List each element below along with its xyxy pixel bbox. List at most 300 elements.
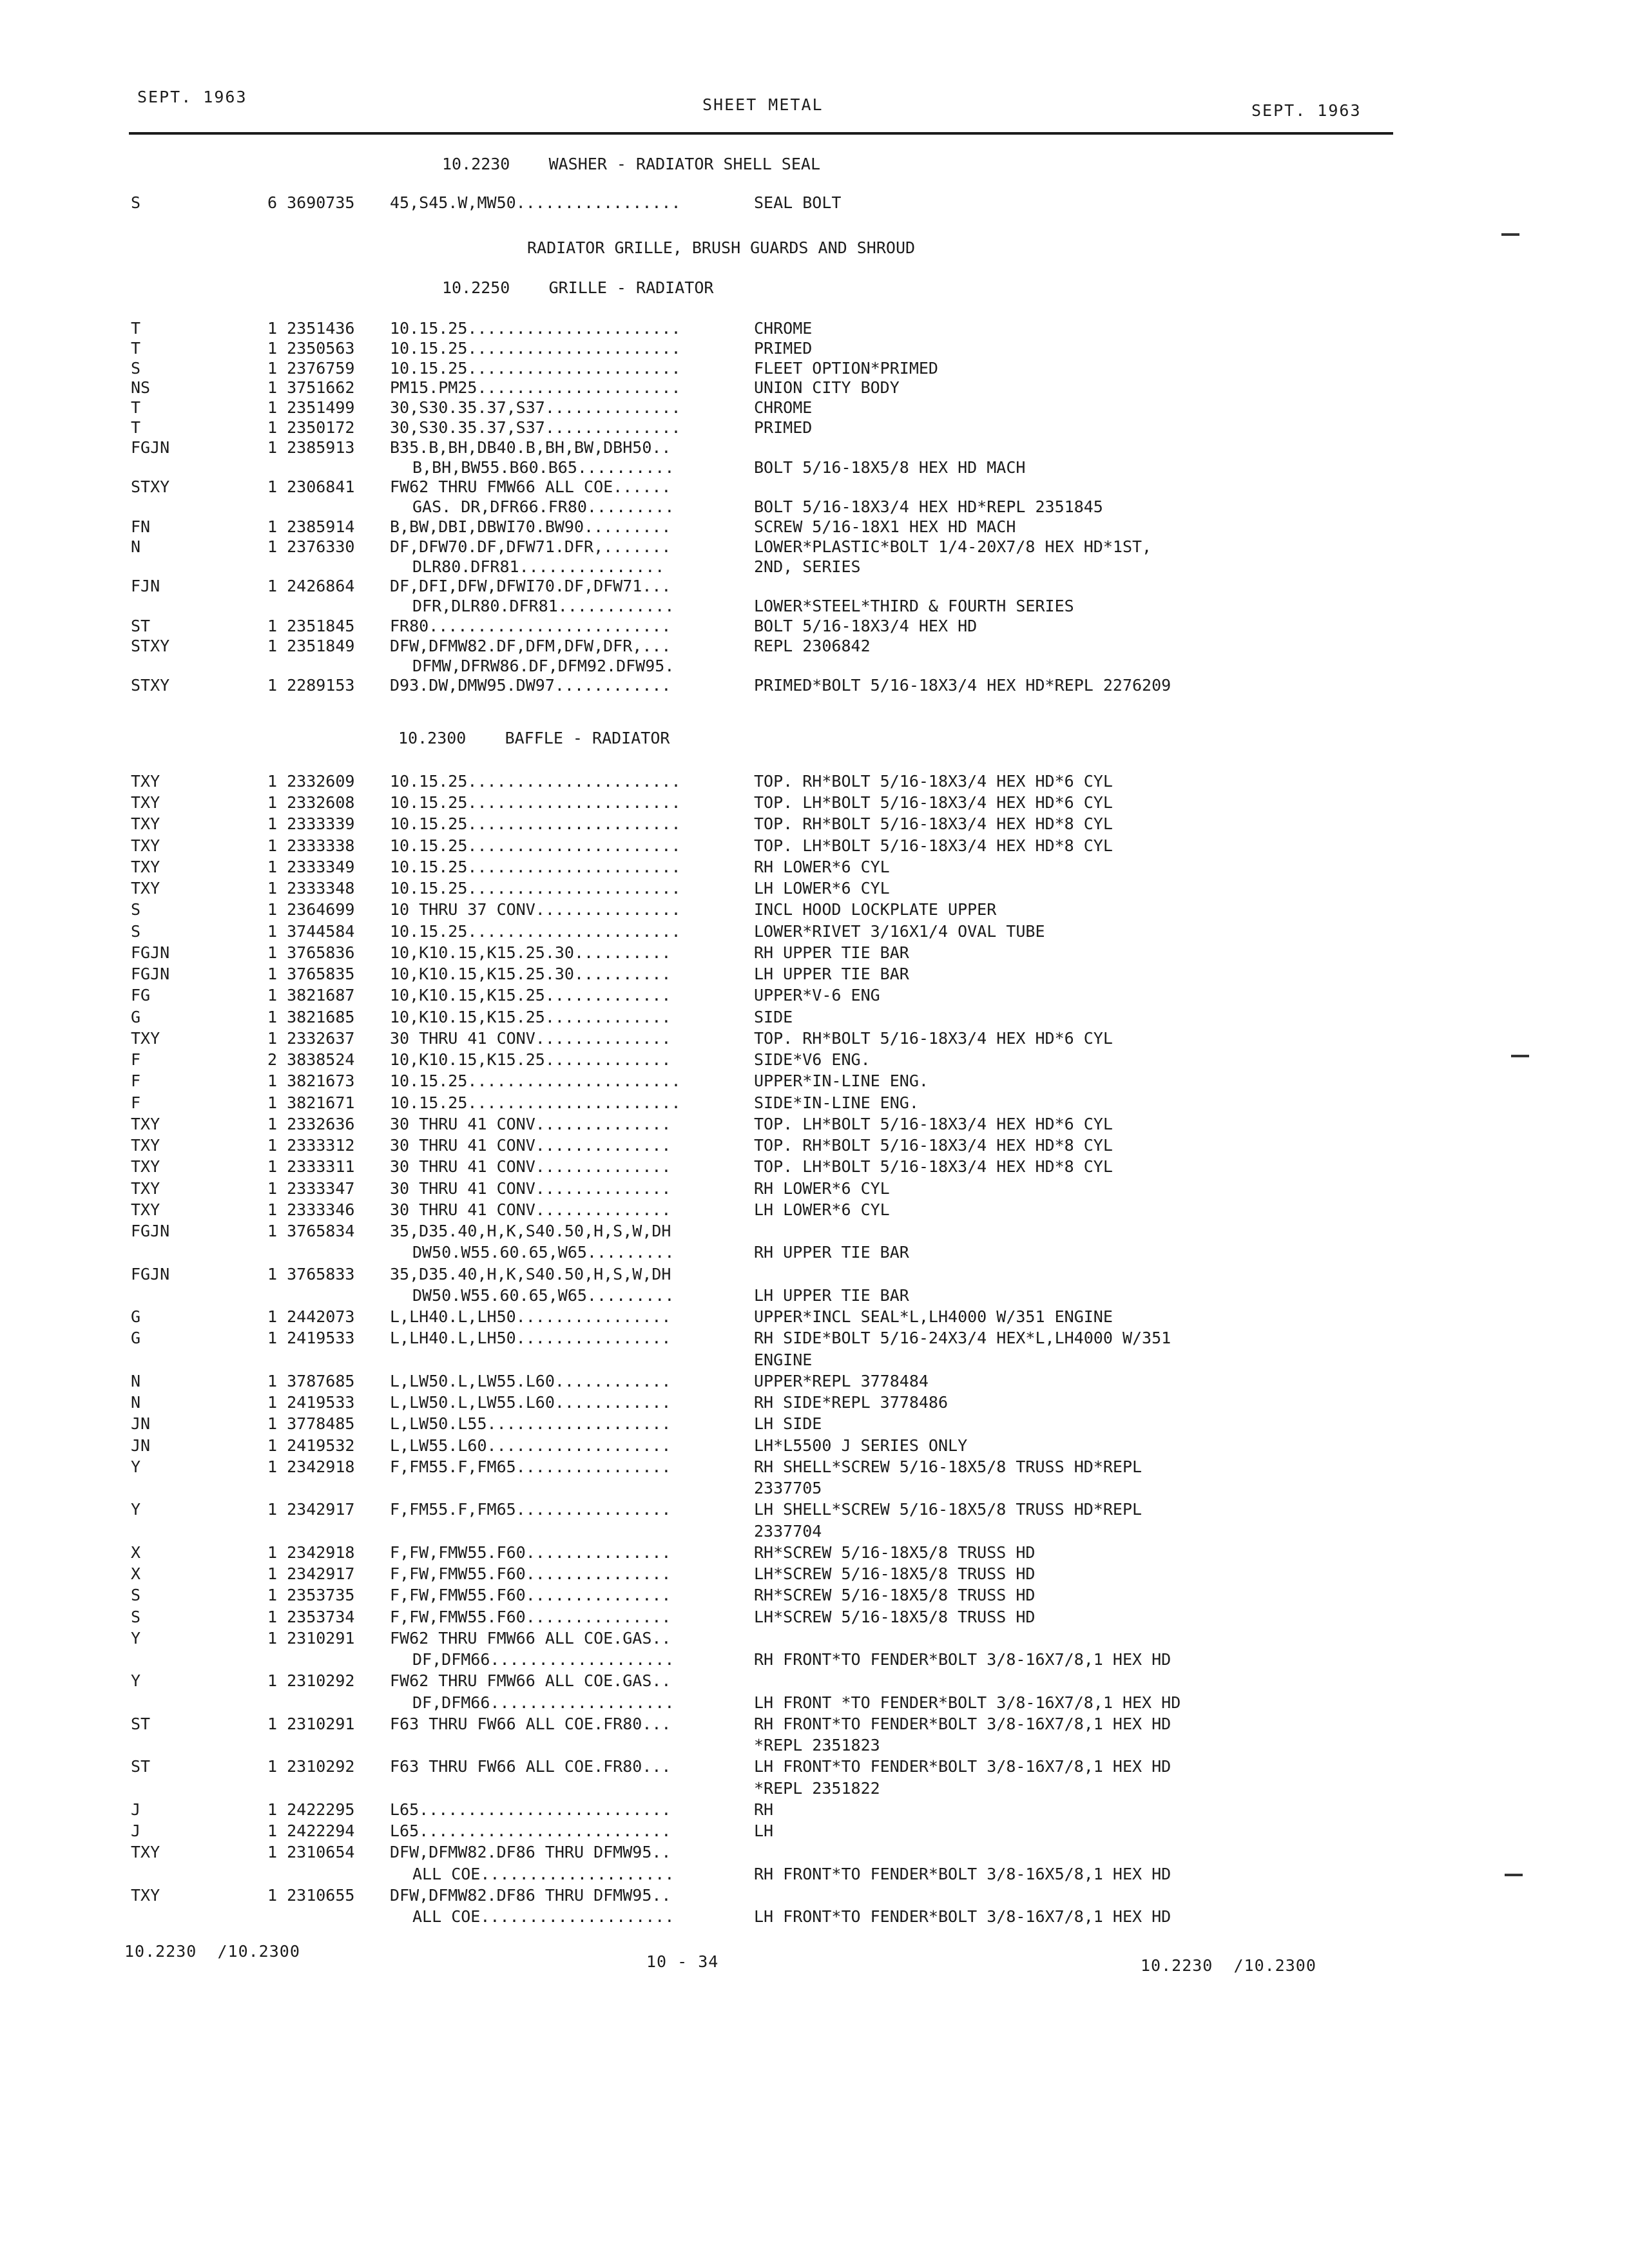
qty-part-number: 1 2419533: [267, 1393, 355, 1412]
part-remarks: LH*SCREW 5/16-18X5/8 TRUSS HD: [754, 1607, 1036, 1626]
table-row: [0, 1608, 1629, 1627]
series-code: F: [131, 1093, 141, 1112]
qty-part-number: 1 2310292: [267, 1671, 355, 1691]
table-row: [0, 1157, 1629, 1177]
part-remarks-continued: 2337704: [754, 1521, 822, 1541]
table-row: [0, 1671, 1629, 1691]
table-row: [0, 319, 1629, 338]
part-remarks: LH FRONT*TO FENDER*BOLT 3/8-16X7/8,1 HEX HD: [754, 1757, 1171, 1776]
table-row: [0, 577, 1629, 596]
table-row: [0, 1479, 1629, 1498]
series-code: TXY: [131, 1178, 160, 1198]
model-application: 10.15.25......................: [390, 879, 681, 898]
table-row: [0, 793, 1629, 812]
table-row: [0, 1564, 1629, 1584]
part-remarks-continued: *REPL 2351823: [754, 1736, 880, 1755]
series-code: FGJN: [131, 965, 170, 984]
header-date-right: SEPT. 1963: [1251, 101, 1362, 120]
part-remarks-continued: ENGINE: [754, 1350, 813, 1369]
series-code: TXY: [131, 1843, 160, 1862]
table-row: [0, 1843, 1629, 1862]
qty-part-number: 1 2353735: [267, 1586, 355, 1605]
part-remarks: 2ND, SERIES: [754, 557, 861, 576]
model-application: DFW,DFMW82.DF86 THRU DFMW95..: [390, 1885, 671, 1905]
qty-part-number: 1 2442073: [267, 1307, 355, 1327]
model-application-continued: DFMW,DFRW86.DF,DFM92.DFW95.: [412, 656, 675, 675]
qty-part-number: 1 2333348: [267, 879, 355, 898]
series-code: TXY: [131, 793, 160, 812]
part-remarks: TOP. RH*BOLT 5/16-18X3/4 HEX HD*8 CYL: [754, 814, 1113, 834]
series-code: X: [131, 1564, 141, 1584]
part-remarks: SIDE*IN-LINE ENG.: [754, 1093, 919, 1112]
table-row: [0, 1136, 1629, 1155]
qty-part-number: 1 3744584: [267, 921, 355, 941]
model-application: L,LW50.L55...................: [390, 1414, 671, 1434]
model-application-continued: ALL COE....................: [412, 1907, 675, 1926]
qty-part-number: 1 2310291: [267, 1714, 355, 1733]
model-application: 10.15.25......................: [390, 857, 681, 876]
model-application: L65..........................: [390, 1800, 671, 1819]
part-remarks: LH*L5500 J SERIES ONLY: [754, 1436, 968, 1455]
table-row: [0, 438, 1629, 457]
qty-part-number: 1 2385913: [267, 437, 355, 457]
part-remarks: TOP. LH*BOLT 5/16-18X3/4 HEX HD*6 CYL: [754, 793, 1113, 812]
series-code: S: [131, 1607, 141, 1626]
series-code: G: [131, 1307, 141, 1327]
model-application: 10.15.25......................: [390, 772, 681, 791]
footer-range-right: 10.2230 /10.2300: [1141, 1956, 1316, 1975]
part-remarks: LOWER*PLASTIC*BOLT 1/4-20X7/8 HEX HD*1ST,: [754, 537, 1152, 556]
model-application: F,FM55.F,FM65................: [390, 1500, 671, 1519]
part-remarks: TOP. RH*BOLT 5/16-18X3/4 HEX HD*8 CYL: [754, 1136, 1113, 1155]
model-application: F,FW,FMW55.F60...............: [390, 1542, 671, 1562]
model-application: FW62 THRU FMW66 ALL COE.GAS..: [390, 1628, 671, 1648]
model-application: L,LW50.L,LW55.L60............: [390, 1371, 671, 1390]
part-remarks: CHROME: [754, 319, 813, 338]
table-row: [0, 1500, 1629, 1519]
qty-part-number: 1 2351436: [267, 319, 355, 338]
model-application: F,FW,FMW55.F60...............: [390, 1564, 671, 1584]
table-row: [0, 637, 1629, 656]
model-application-continued: DW50.W55.60.65,W65.........: [412, 1243, 675, 1262]
table-row: [0, 1008, 1629, 1027]
table-row: [0, 1543, 1629, 1562]
qty-part-number: 1 2342917: [267, 1500, 355, 1519]
model-application: 10,K10.15,K15.25.............: [390, 986, 671, 1005]
model-application: B35.B,BH,DB40.B,BH,BW,DBH50..: [390, 437, 671, 457]
table-row: [0, 1436, 1629, 1456]
table-row: [0, 772, 1629, 791]
part-remarks: BOLT 5/16-18X5/8 HEX HD MACH: [754, 457, 1026, 477]
model-application: 35,D35.40,H,K,S40.50,H,S,W,DH: [390, 1222, 671, 1241]
part-remarks: RH SIDE*REPL 3778486: [754, 1393, 949, 1412]
qty-part-number: 1 2342918: [267, 1457, 355, 1476]
series-code: T: [131, 418, 141, 437]
part-remarks-continued: 2337705: [754, 1479, 822, 1498]
table-row: [0, 557, 1629, 577]
series-code: T: [131, 319, 141, 338]
part-remarks: FLEET OPTION*PRIMED: [754, 358, 938, 378]
model-application: 10.15.25......................: [390, 358, 681, 378]
part-remarks: LH FRONT *TO FENDER*BOLT 3/8-16X7/8,1 HEX HD: [754, 1693, 1181, 1712]
table-row: [0, 537, 1629, 557]
part-remarks: REPL 2306842: [754, 636, 871, 655]
part-remarks: SIDE*V6 ENG.: [754, 1050, 871, 1070]
qty-part-number: 1 3765836: [267, 943, 355, 962]
qty-part-number: 1 2351499: [267, 398, 355, 418]
part-remarks: TOP. RH*BOLT 5/16-18X3/4 HEX HD*6 CYL: [754, 772, 1113, 791]
part-remarks: RH UPPER TIE BAR: [754, 1243, 909, 1262]
table-row: [0, 1414, 1629, 1434]
model-application: 30 THRU 41 CONV..............: [390, 1157, 671, 1177]
table-row: [0, 1372, 1629, 1391]
part-remarks: LH LOWER*6 CYL: [754, 1200, 890, 1219]
model-application-continued: DF,DFM66...................: [412, 1650, 675, 1669]
model-application-continued: DW50.W55.60.65,W65.........: [412, 1285, 675, 1305]
table-row: [0, 458, 1629, 477]
part-remarks: LH UPPER TIE BAR: [754, 965, 909, 984]
series-code: TXY: [131, 1885, 160, 1905]
qty-part-number: 1 2306841: [267, 477, 355, 497]
margin-mark: [1505, 1874, 1523, 1876]
model-application: F63 THRU FW66 ALL COE.FR80...: [390, 1714, 671, 1733]
part-remarks: LH*SCREW 5/16-18X5/8 TRUSS HD: [754, 1564, 1036, 1584]
part-remarks: BOLT 5/16-18X3/4 HEX HD: [754, 617, 978, 635]
series-code: ST: [131, 617, 151, 635]
model-application: FW62 THRU FMW66 ALL COE......: [390, 477, 671, 497]
qty-part-number: 1 2310654: [267, 1843, 355, 1862]
series-code: G: [131, 1007, 141, 1026]
series-code: FJN: [131, 577, 160, 596]
model-application: 30 THRU 41 CONV..............: [390, 1136, 671, 1155]
part-remarks: UNION CITY BODY: [754, 378, 900, 398]
series-code: JN: [131, 1414, 151, 1434]
table-row: [0, 517, 1629, 537]
series-code: STXY: [131, 477, 170, 497]
model-application: 35,D35.40,H,K,S40.50,H,S,W,DH: [390, 1264, 671, 1283]
model-application: 30 THRU 41 CONV..............: [390, 1178, 671, 1198]
table-row: [0, 1907, 1629, 1927]
section-title-10-2300: 10.2300 BAFFLE - RADIATOR: [398, 729, 670, 747]
part-remarks: SIDE: [754, 1007, 793, 1026]
series-code: FGJN: [131, 1222, 170, 1241]
header-title: SHEET METAL: [702, 95, 824, 114]
series-code: S: [131, 358, 141, 378]
qty-part-number: 1 3778485: [267, 1414, 355, 1434]
table-row: [0, 1757, 1629, 1776]
table-row: [0, 1050, 1629, 1070]
model-application-continued: ALL COE....................: [412, 1864, 675, 1883]
table-row: [0, 1350, 1629, 1370]
series-code: N: [131, 1371, 141, 1390]
qty-part-number: 1 2342918: [267, 1542, 355, 1562]
table-row: [0, 597, 1629, 616]
series-code: S: [131, 193, 141, 212]
table-row: [0, 1115, 1629, 1134]
table-row: [0, 858, 1629, 877]
part-remarks: TOP. RH*BOLT 5/16-18X3/4 HEX HD*6 CYL: [754, 1028, 1113, 1048]
table-row: [0, 836, 1629, 856]
table-row: [0, 1800, 1629, 1820]
part-remarks: SCREW 5/16-18X1 HEX HD MACH: [754, 517, 1016, 536]
table-row: [0, 1179, 1629, 1198]
table-row: [0, 965, 1629, 984]
part-remarks: PRIMED*BOLT 5/16-18X3/4 HEX HD*REPL 2276209: [754, 676, 1171, 695]
part-remarks: RH FRONT*TO FENDER*BOLT 3/8-16X5/8,1 HEX HD: [754, 1864, 1171, 1883]
qty-part-number: 1 3821673: [267, 1072, 355, 1091]
series-code: FN: [131, 517, 151, 536]
part-remarks: LOWER*RIVET 3/16X1/4 OVAL TUBE: [754, 921, 1045, 941]
qty-part-number: 1 2364699: [267, 900, 355, 919]
model-application: L,LW50.L,LW55.L60............: [390, 1393, 671, 1412]
qty-part-number: 1 2333346: [267, 1200, 355, 1219]
part-remarks: UPPER*IN-LINE ENG.: [754, 1072, 929, 1091]
part-remarks: BOLT 5/16-18X3/4 HEX HD*REPL 2351845: [754, 497, 1103, 517]
margin-mark: [1511, 1055, 1529, 1057]
series-code: Y: [131, 1457, 141, 1476]
qty-part-number: 1 2333339: [267, 814, 355, 834]
series-code: X: [131, 1542, 141, 1562]
table-row: [0, 1457, 1629, 1477]
table-row: [0, 1865, 1629, 1884]
qty-part-number: 1 2385914: [267, 517, 355, 536]
qty-part-number: 1 2332636: [267, 1114, 355, 1133]
model-application: FW62 THRU FMW66 ALL COE.GAS..: [390, 1671, 671, 1691]
series-code: Y: [131, 1500, 141, 1519]
section-title-10-2230: 10.2230 WASHER - RADIATOR SHELL SEAL: [442, 155, 820, 173]
table-row: [0, 378, 1629, 398]
table-row: [0, 1736, 1629, 1755]
model-application-continued: DF,DFM66...................: [412, 1693, 675, 1712]
part-remarks: RH*SCREW 5/16-18X5/8 TRUSS HD: [754, 1542, 1036, 1562]
part-remarks: LH FRONT*TO FENDER*BOLT 3/8-16X7/8,1 HEX HD: [754, 1907, 1171, 1926]
series-code: ST: [131, 1714, 151, 1733]
series-code: JN: [131, 1436, 151, 1455]
qty-part-number: 1 3765834: [267, 1222, 355, 1241]
series-code: S: [131, 1586, 141, 1605]
qty-part-number: 1 3765833: [267, 1264, 355, 1283]
model-application: 10.15.25......................: [390, 319, 681, 338]
part-remarks: RH LOWER*6 CYL: [754, 857, 890, 876]
model-application: 10,K10.15,K15.25.............: [390, 1007, 671, 1026]
series-code: TXY: [131, 836, 160, 855]
model-application: 10.15.25......................: [390, 793, 681, 812]
table-row: [0, 1393, 1629, 1412]
model-application: 10.15.25......................: [390, 836, 681, 855]
table-row: [0, 986, 1629, 1005]
model-application: 30,S30.35.37,S37..............: [390, 398, 681, 418]
part-remarks: CHROME: [754, 398, 813, 418]
model-application: 10,K10.15,K15.25.30..........: [390, 943, 671, 962]
table-row: [0, 1072, 1629, 1091]
model-application-continued: B,BH,BW55.B60.B65..........: [412, 457, 675, 477]
part-remarks: LH SIDE: [754, 1414, 822, 1434]
series-code: J: [131, 1800, 141, 1819]
table-row: [0, 1222, 1629, 1241]
table-row: [0, 1715, 1629, 1734]
series-code: G: [131, 1329, 141, 1348]
model-application: 30 THRU 41 CONV..............: [390, 1114, 671, 1133]
qty-part-number: 1 2333347: [267, 1178, 355, 1198]
qty-part-number: 1 2332637: [267, 1028, 355, 1048]
table-row: [0, 1779, 1629, 1798]
series-code: J: [131, 1821, 141, 1841]
part-remarks: RH SHELL*SCREW 5/16-18X5/8 TRUSS HD*REPL: [754, 1457, 1142, 1476]
qty-part-number: 1 2342917: [267, 1564, 355, 1584]
table-row: [0, 814, 1629, 834]
series-code: TXY: [131, 1028, 160, 1048]
part-remarks-continued: *REPL 2351822: [754, 1778, 880, 1798]
model-application: PM15.PM25.....................: [390, 378, 681, 398]
table-row: [0, 1629, 1629, 1648]
model-application: D93.DW,DMW95.DW97............: [390, 676, 671, 695]
qty-part-number: 1 2351849: [267, 636, 355, 655]
series-code: TXY: [131, 1136, 160, 1155]
series-code: STXY: [131, 676, 170, 695]
series-code: STXY: [131, 636, 170, 655]
model-application-continued: DFR,DLR80.DFR81............: [412, 597, 675, 616]
qty-part-number: 1 2289153: [267, 676, 355, 695]
part-remarks: RH SIDE*BOLT 5/16-24X3/4 HEX*L,LH4000 W/351: [754, 1329, 1171, 1348]
model-application: 10.15.25......................: [390, 921, 681, 941]
part-remarks: PRIMED: [754, 418, 813, 437]
model-application: 30 THRU 41 CONV..............: [390, 1200, 671, 1219]
series-code: TXY: [131, 879, 160, 898]
qty-part-number: 1 2333349: [267, 857, 355, 876]
table-row: [0, 1693, 1629, 1713]
part-remarks: PRIMED: [754, 338, 813, 358]
series-code: FGJN: [131, 1264, 170, 1283]
qty-part-number: 1 2353734: [267, 1607, 355, 1626]
qty-part-number: 1 3787685: [267, 1371, 355, 1390]
qty-part-number: 1 2376330: [267, 537, 355, 556]
section-title-10-2250: 10.2250 GRILLE - RADIATOR: [442, 278, 714, 297]
model-application: F,FM55.F,FM65................: [390, 1457, 671, 1476]
part-remarks: RH: [754, 1800, 774, 1819]
header-date-left: SEPT. 1963: [137, 88, 247, 106]
table-row: [0, 418, 1629, 437]
model-application: F63 THRU FW66 ALL COE.FR80...: [390, 1757, 671, 1776]
table-row: [0, 1307, 1629, 1327]
model-application: L,LH40.L,LH50................: [390, 1307, 671, 1327]
model-application: 10,K10.15,K15.25.30..........: [390, 965, 671, 984]
section-title-radiator-grille: RADIATOR GRILLE, BRUSH GUARDS AND SHROUD: [527, 238, 916, 257]
model-application: 10.15.25......................: [390, 814, 681, 834]
model-application: 10 THRU 37 CONV...............: [390, 900, 681, 919]
series-code: F: [131, 1050, 141, 1070]
model-application-continued: GAS. DR,DFR66.FR80.........: [412, 497, 675, 517]
model-application: B,BW,DBI,DBWI70.BW90.........: [390, 517, 671, 536]
series-code: TXY: [131, 814, 160, 834]
table-row: [0, 1329, 1629, 1348]
model-application: L,LH40.L,LH50................: [390, 1329, 671, 1348]
part-remarks: UPPER*INCL SEAL*L,LH4000 W/351 ENGINE: [754, 1307, 1113, 1327]
model-application: L65..........................: [390, 1821, 671, 1841]
qty-part-number: 1 2310655: [267, 1885, 355, 1905]
series-code: TXY: [131, 857, 160, 876]
qty-part-number: 1 2310292: [267, 1757, 355, 1776]
qty-part-number: 1 3751662: [267, 378, 355, 398]
table-row: [0, 359, 1629, 378]
qty-part-number: 1 3821687: [267, 986, 355, 1005]
series-code: TXY: [131, 772, 160, 791]
model-application: F,FW,FMW55.F60...............: [390, 1607, 671, 1626]
series-code: FG: [131, 986, 151, 1005]
model-application: L,LW55.L60...................: [390, 1436, 671, 1455]
model-application-continued: DLR80.DFR81...............: [412, 557, 665, 576]
qty-part-number: 1 3821685: [267, 1007, 355, 1026]
series-code: Y: [131, 1671, 141, 1691]
footer-page-number: 10 - 34: [646, 1952, 719, 1971]
qty-part-number: 1 2422295: [267, 1800, 355, 1819]
qty-part-number: 1 2376759: [267, 358, 355, 378]
series-code: NS: [131, 378, 151, 398]
model-application: FR80.........................: [390, 617, 671, 635]
table-row: [0, 1886, 1629, 1905]
table-row: [0, 1286, 1629, 1305]
part-remarks: LH: [754, 1821, 774, 1841]
table-row: [0, 193, 1629, 213]
table-row: [0, 1029, 1629, 1048]
table-row: [0, 1093, 1629, 1113]
part-remarks: RH UPPER TIE BAR: [754, 943, 909, 962]
table-row: [0, 1522, 1629, 1541]
part-remarks: TOP. LH*BOLT 5/16-18X3/4 HEX HD*6 CYL: [754, 1114, 1113, 1133]
part-remarks: INCL HOOD LOCKPLATE UPPER: [754, 900, 997, 919]
model-application: DF,DFW70.DF,DFW71.DFR,.......: [390, 537, 671, 556]
part-remarks: TOP. LH*BOLT 5/16-18X3/4 HEX HD*8 CYL: [754, 1157, 1113, 1177]
table-row: [0, 657, 1629, 676]
series-code: N: [131, 1393, 141, 1412]
series-code: FGJN: [131, 437, 170, 457]
model-application: DFW,DFMW82.DF86 THRU DFMW95..: [390, 1843, 671, 1862]
qty-part-number: 1 2333312: [267, 1136, 355, 1155]
series-code: ST: [131, 1757, 151, 1776]
series-code: N: [131, 537, 141, 556]
series-code: TXY: [131, 1200, 160, 1219]
model-application: DFW,DFMW82.DF,DFM,DFW,DFR,...: [390, 636, 671, 655]
model-application: F,FW,FMW55.F60...............: [390, 1586, 671, 1605]
table-row: [0, 943, 1629, 963]
part-remarks: RH LOWER*6 CYL: [754, 1178, 890, 1198]
table-row: [0, 1200, 1629, 1220]
header-rule: [129, 132, 1393, 135]
qty-part-number: 1 3821671: [267, 1093, 355, 1112]
series-code: TXY: [131, 1157, 160, 1177]
model-application: 30 THRU 41 CONV..............: [390, 1028, 671, 1048]
series-code: S: [131, 900, 141, 919]
qty-part-number: 1 2350563: [267, 338, 355, 358]
model-application: 45,S45.W,MW50.................: [390, 193, 681, 212]
table-row: [0, 398, 1629, 418]
part-remarks: RH*SCREW 5/16-18X5/8 TRUSS HD: [754, 1586, 1036, 1605]
table-row: [0, 922, 1629, 941]
table-row: [0, 1586, 1629, 1605]
model-application: DF,DFI,DFW,DFWI70.DF,DFW71...: [390, 577, 671, 596]
qty-part-number: 1 3765835: [267, 965, 355, 984]
model-application: 10.15.25......................: [390, 1093, 681, 1112]
table-row: [0, 1265, 1629, 1284]
part-remarks: UPPER*V-6 ENG: [754, 986, 880, 1005]
qty-part-number: 1 2419533: [267, 1329, 355, 1348]
qty-part-number: 1 2333338: [267, 836, 355, 855]
margin-mark: [1501, 233, 1519, 236]
qty-part-number: 1 2350172: [267, 418, 355, 437]
series-code: FGJN: [131, 943, 170, 962]
part-remarks: LOWER*STEEL*THIRD & FOURTH SERIES: [754, 597, 1074, 616]
part-remarks: UPPER*REPL 3778484: [754, 1371, 929, 1390]
part-remarks: LH LOWER*6 CYL: [754, 879, 890, 898]
